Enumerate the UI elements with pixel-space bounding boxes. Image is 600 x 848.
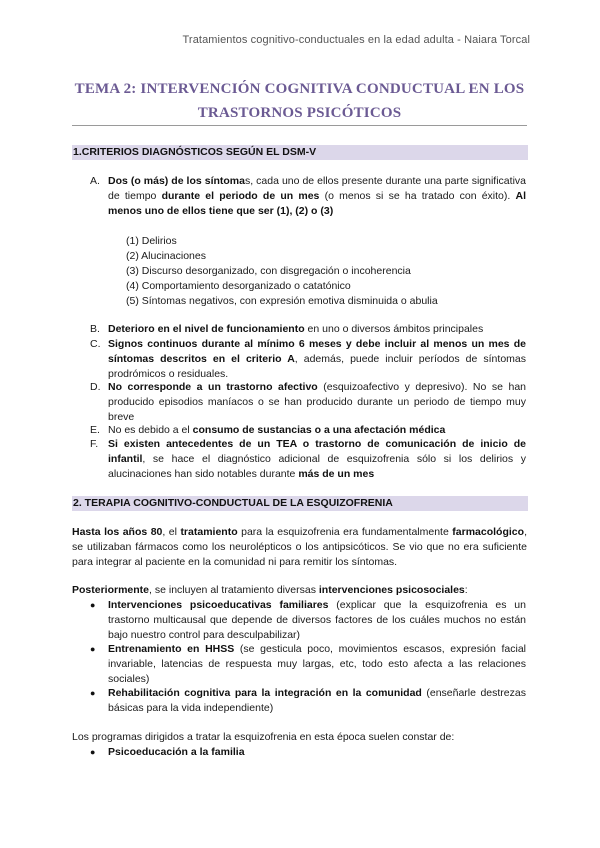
paragraph-history: Hasta los años 80, el tratamiento para la esquizofrenia era fundamentalmente farmacológico, se utilizaban fármacos como los neurolépticos o los antipsicóticos. Se vio que no era suficiente para integrar al paciente en la comunidad ni para remitir los síntomas.	[72, 526, 527, 568]
list-item-program: Psicoeducación a la familia	[108, 746, 245, 758]
symptom-item: (3) Discurso desorganizado, con disgregación o incoherencia	[126, 265, 411, 277]
criterion-d: No corresponde a un trastorno afectivo (esquizoafectivo y depresivo). No se han producido episodios maníacos o se han producido durante un periodo de tiempo muy breve	[108, 381, 526, 423]
symptom-item: (4) Comportamiento desorganizado o catatónico	[126, 280, 351, 292]
paragraph-psychosocial: Posteriormente, se incluyen al tratamiento diversas intervenciones psicosociales:	[72, 584, 468, 596]
title-line-1: TEMA 2: INTERVENCIÓN COGNITIVA CONDUCTUAL EN LOS	[74, 81, 525, 97]
bullet-icon: ●	[90, 688, 96, 698]
criterion-label-a: A.	[90, 175, 100, 187]
list-item-intervention: Entrenamiento en HHSS (se gesticula poco, movimientos escasos, expresión facial invariable, latencias de respuesta muy largas, etc, todo esto afecta a las relaciones sociales)	[108, 643, 526, 685]
bullet-icon: ●	[90, 600, 96, 610]
criterion-c: Signos continuos durante al mínimo 6 meses y debe incluir al menos un mes de síntomas descritos en el criterio A, además, puede incluir períodos de síntomas prodrómicos o residuales.	[108, 338, 526, 380]
criterion-label-e: E.	[90, 424, 100, 436]
section-heading-1: 1.CRITERIOS DIAGNÓSTICOS SEGÚN EL DSM-V	[72, 145, 528, 160]
criterion-label-c: C.	[90, 338, 101, 350]
symptom-item: (2) Alucinaciones	[126, 250, 206, 262]
list-item-intervention: Rehabilitación cognitiva para la integración en la comunidad (enseñarle destrezas básicas para la vida independiente)	[108, 687, 526, 714]
criterion-label-b: B.	[90, 323, 100, 335]
page-title	[72, 77, 527, 125]
list-item-intervention: Intervenciones psicoeducativas familiares (explicar que la esquizofrenia es un trastorno multicausal que depende de diversos factores de los cuáles muchos no están bajo nuestro control para desculpabilizar)	[108, 599, 526, 641]
paragraph-programs: Los programas dirigidos a tratar la esquizofrenia en esta época suelen constar de:	[72, 731, 455, 743]
bullet-icon: ●	[90, 644, 96, 654]
title-divider	[72, 125, 527, 126]
criterion-label-d: D.	[90, 381, 101, 393]
criterion-label-f: F.	[90, 438, 99, 450]
running-header: Tratamientos cognitivo-conductuales en la edad adulta - Naiara Torcal	[182, 34, 530, 46]
bullet-icon: ●	[90, 747, 96, 757]
title-line-2: TRASTORNOS PSICÓTICOS	[197, 105, 402, 121]
section-heading-2: 2. TERAPIA COGNITIVO-CONDUCTUAL DE LA ESQUIZOFRENIA	[72, 496, 528, 511]
criterion-e: No es debido a el consumo de sustancias o a una afectación médica	[108, 424, 446, 436]
criterion-a: Dos (o más) de los síntomas, cada uno de ellos presente durante una parte significativa de tiempo durante el periodo de un mes (o menos si se ha tratado con éxito). Al menos uno de ellos tiene que ser (1), (2) o (3)	[108, 175, 527, 217]
criterion-b: Deterioro en el nivel de funcionamiento en uno o diversos ámbitos principales	[108, 323, 484, 335]
symptom-item: (5) Síntomas negativos, con expresión emotiva disminuida o abulia	[126, 295, 438, 307]
symptom-item: (1) Delirios	[126, 235, 177, 247]
criterion-f: Si existen antecedentes de un TEA o trastorno de comunicación de inicio de infantil, se hace el diagnóstico adicional de esquizofrenia sólo si los delirios y alucinaciones han sido notables durante más de un mes	[108, 438, 526, 480]
